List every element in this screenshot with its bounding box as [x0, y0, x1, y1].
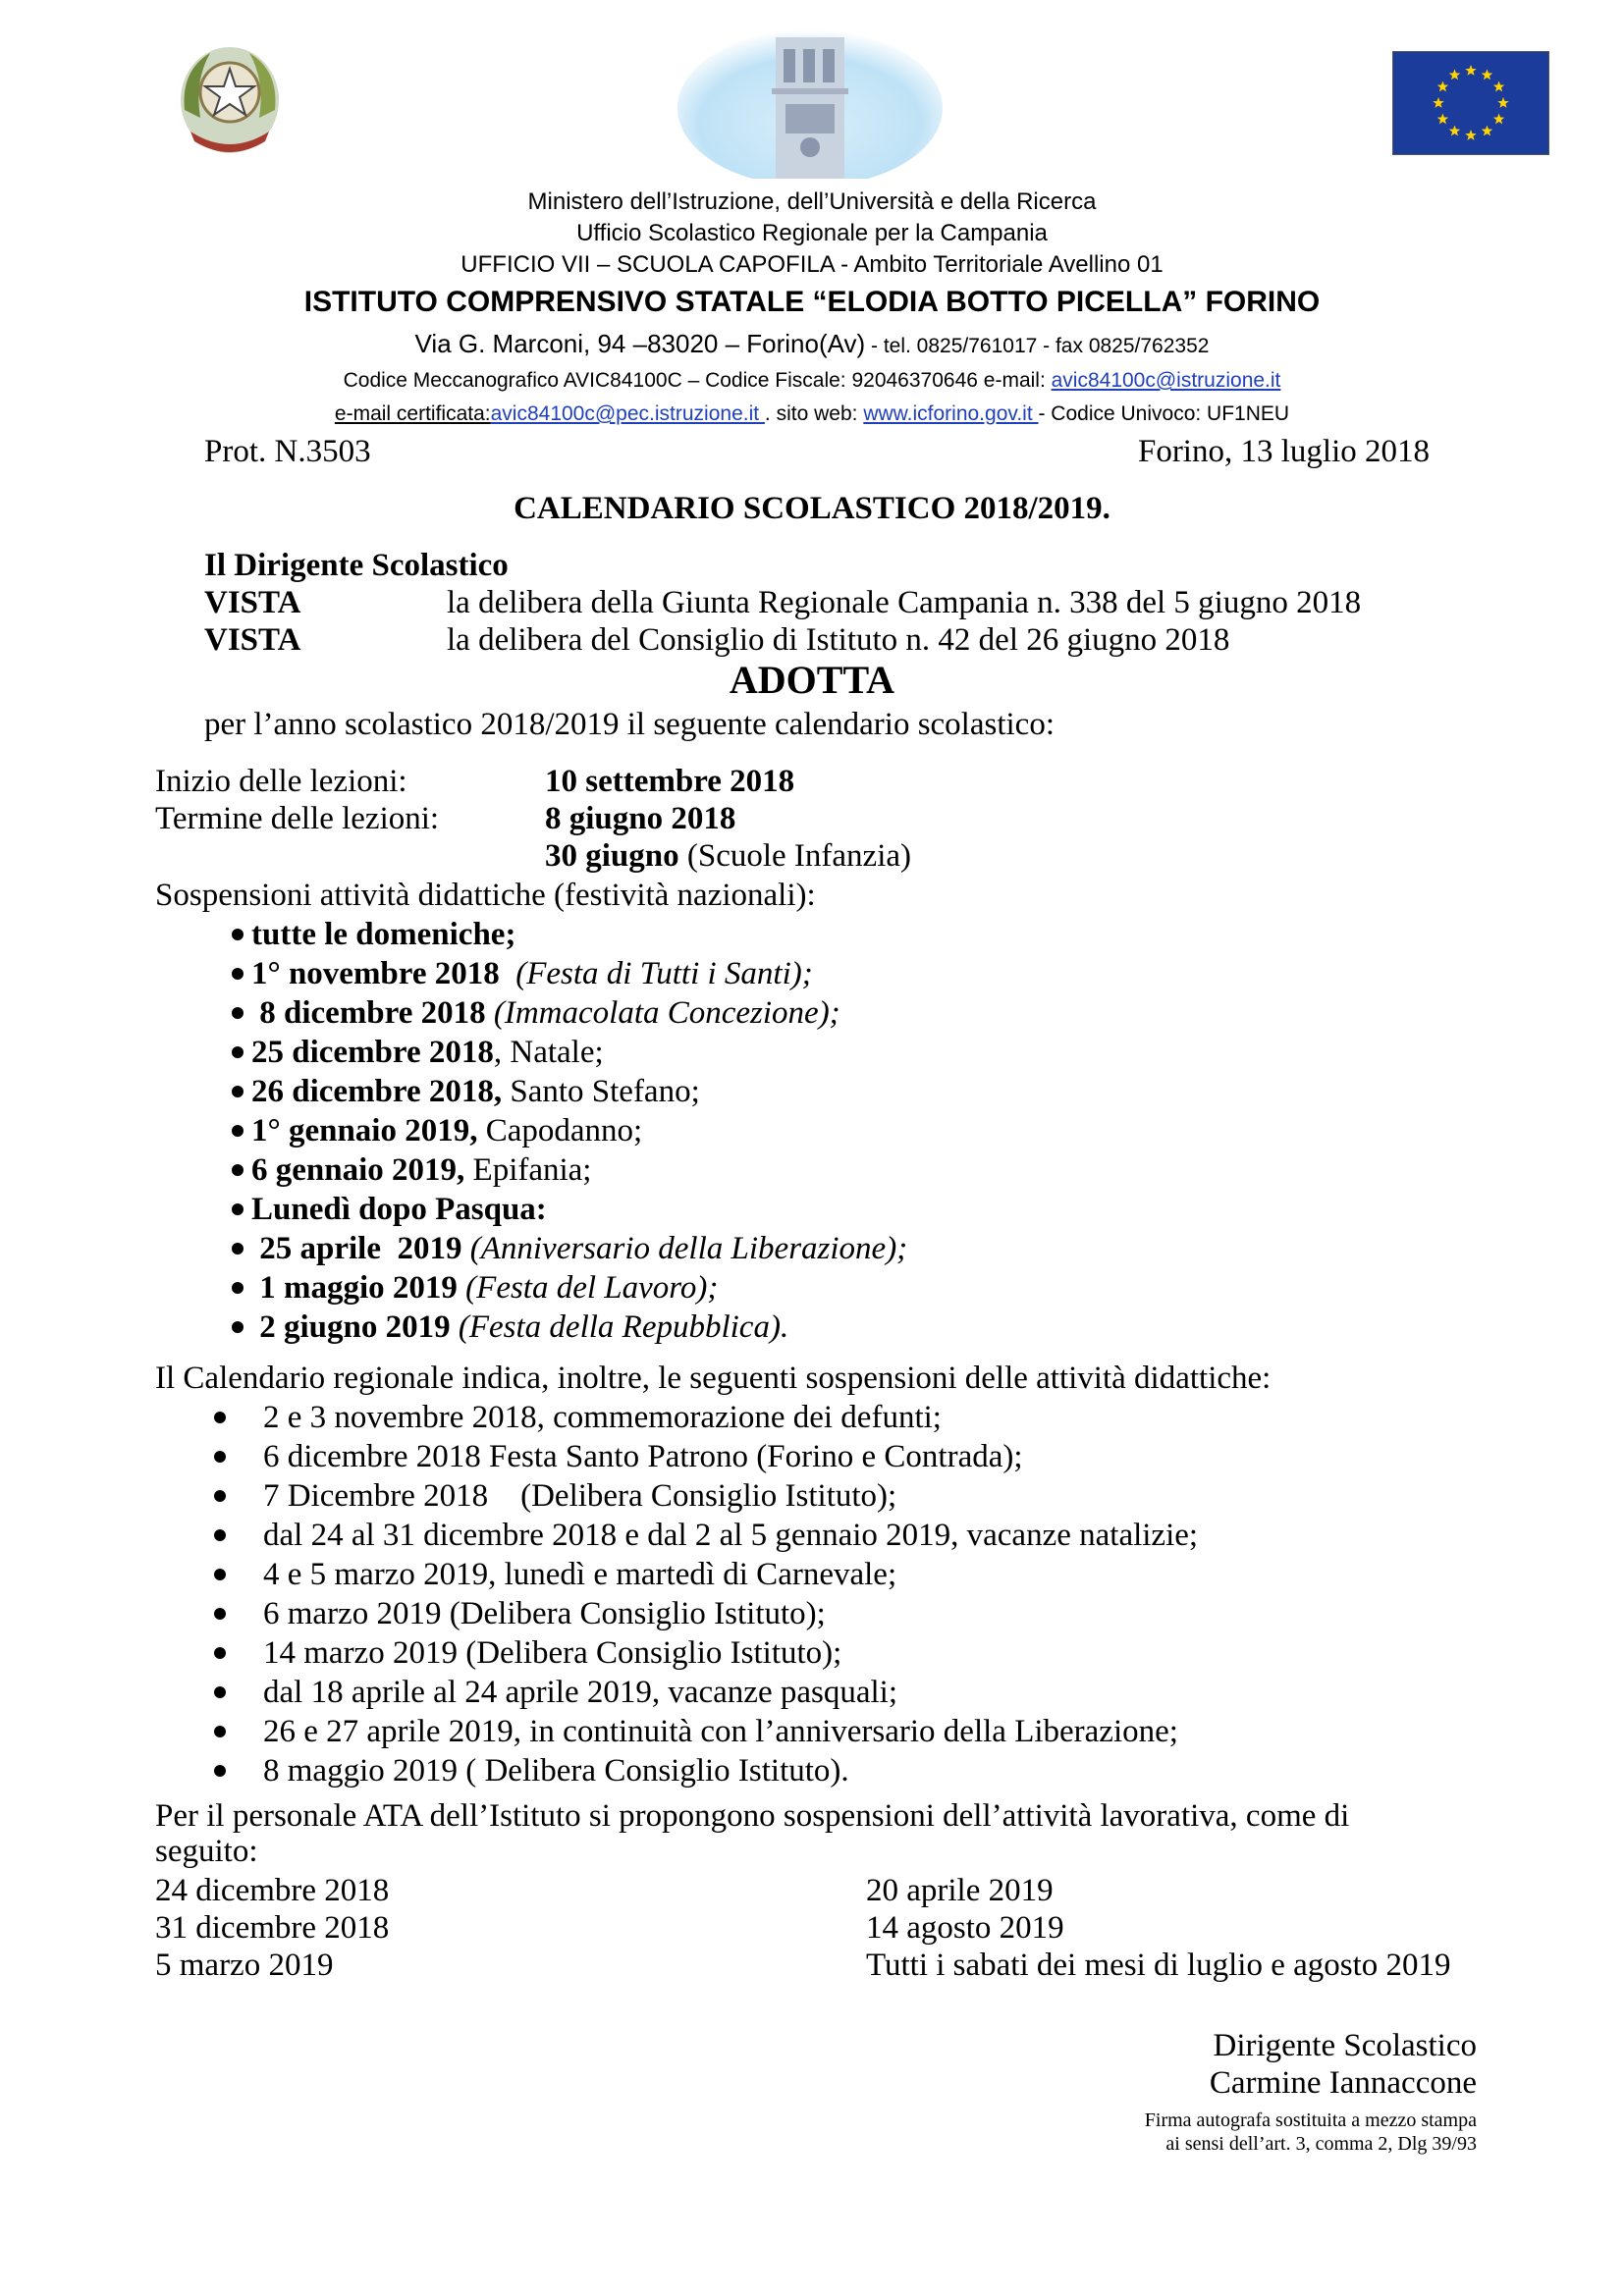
bullet-icon [232, 1046, 244, 1058]
protocol-number: Prot. N.3503 [204, 434, 371, 469]
bullet-icon [232, 1164, 244, 1176]
holiday-description: (Festa di Tutti i Santi); [499, 956, 813, 991]
holiday-date: 25 aprile 2019 [251, 1231, 462, 1266]
european-union-flag [1392, 51, 1549, 155]
pec-label: e-mail certificata: [334, 402, 491, 425]
suspension-text: 8 maggio 2019 ( Delibera Consiglio Istituto). [263, 1753, 849, 1789]
holiday-date: 1° gennaio 2019, [251, 1113, 478, 1148]
signature-role: Dirigente Scolastico [1213, 2028, 1477, 2063]
ata-date: 24 dicembre 2018 [155, 1873, 390, 1908]
bullet-icon [214, 1412, 226, 1423]
ata-date: 31 dicembre 2018 [155, 1910, 390, 1946]
holiday-description: (Anniversario della Liberazione); [461, 1231, 908, 1266]
suspension-text: 6 dicembre 2018 Festa Santo Patrono (Forino e Contrada); [263, 1439, 1023, 1474]
infanzia-note: (Scuole Infanzia) [678, 838, 912, 874]
school-codes: Codice Meccanografico AVIC84100C – Codice Fiscale: 92046370646 e-mail: [343, 369, 1052, 392]
regional-heading: Il Calendario regionale indica, inoltre, le seguenti sospensioni delle attività didattiche: [155, 1361, 1272, 1396]
vista-row [204, 583, 300, 622]
italian-republic-emblem [175, 41, 285, 157]
holiday-date: 1° novembre 2018 [251, 956, 500, 991]
holiday-description: Capodanno; [477, 1113, 643, 1148]
ata-text-line2: seguito: [155, 1834, 258, 1869]
infanzia-date: 30 giugno [545, 838, 679, 874]
holiday-description: (Festa del Lavoro); [457, 1270, 719, 1306]
ata-date: 14 agosto 2019 [866, 1910, 1064, 1946]
suspension-text: dal 18 aprile al 24 aprile 2019, vacanze pasquali; [263, 1675, 897, 1710]
holiday-description: Epifania; [464, 1152, 592, 1188]
ata-date: 20 aprile 2019 [866, 1873, 1054, 1908]
signature-note [1145, 2109, 1477, 2156]
bullet-icon [232, 1203, 244, 1215]
bullet-icon [214, 1569, 226, 1580]
suspension-text: 2 e 3 novembre 2018, commemorazione dei defunti; [263, 1400, 942, 1435]
vista-text: la delibera del Consiglio di Istituto n. 42 del 26 giugno 2018 [447, 622, 1230, 658]
suspension-text: 7 Dicembre 2018 (Delibera Consiglio Istituto); [263, 1478, 897, 1514]
holiday-date: 1 maggio 2019 [251, 1270, 458, 1306]
ministry-line: Ministero dell’Istruzione, dell’Università e della Ricerca [527, 188, 1097, 215]
ata-date: 5 marzo 2019 [155, 1948, 334, 1983]
vista-text: la delibera della Giunta Regionale Campania n. 338 del 5 giugno 2018 [447, 585, 1362, 620]
school-phone-fax: - tel. 0825/761017 - fax 0825/762352 [865, 335, 1210, 357]
ata-text-line1: Per il personale ATA dell’Istituto si propongono sospensioni dell’attività lavorativa, come di [155, 1798, 1350, 1834]
document-title: CALENDARIO SCOLASTICO 2018/2019. [514, 491, 1110, 526]
holiday-date: 26 dicembre 2018, [251, 1074, 503, 1109]
regional-office-line: Ufficio Scolastico Regionale per la Campania [576, 220, 1048, 246]
holiday-date: 6 gennaio 2019, [251, 1152, 465, 1188]
signature-name: Carmine Iannaccone [1209, 2065, 1477, 2101]
email-link[interactable]: avic84100c@istruzione.it [1051, 369, 1281, 392]
vista-label: VISTA [204, 585, 301, 620]
suspension-text: 6 marzo 2019 (Delibera Consiglio Istituto); [263, 1596, 826, 1631]
bullet-icon [232, 968, 244, 980]
holiday-date: 25 dicembre 2018 [251, 1035, 494, 1070]
ata-right-column [866, 1871, 1451, 1983]
office-vii-line: UFFICIO VII – SCUOLA CAPOFILA - Ambito Territoriale Avellino 01 [460, 251, 1164, 278]
bullet-icon [214, 1529, 226, 1541]
bullet-icon [232, 1007, 244, 1019]
ata-date: Tutti i sabati dei mesi di luglio e agosto 2019 [866, 1948, 1451, 1983]
bullet-icon [214, 1490, 226, 1502]
bullet-icon [214, 1765, 226, 1777]
lessons-end-label: Termine delle lezioni: [155, 801, 440, 836]
vista-label: VISTA [204, 622, 301, 658]
holiday-description: (Immacolata Concezione); [485, 995, 840, 1031]
holiday-description: Santo Stefano; [502, 1074, 700, 1109]
holiday-date: tutte le domeniche; [251, 917, 516, 952]
holiday-date: 2 giugno 2019 [251, 1309, 451, 1345]
school-name: ISTITUTO COMPRENSIVO STATALE “ELODIA BOTTO PICELLA” FORINO [303, 286, 1321, 318]
lessons-end-infanzia [545, 836, 911, 876]
lessons-start-value: 10 settembre 2018 [545, 764, 795, 799]
bullet-icon [232, 929, 244, 940]
lessons-start-label: Inizio delle lezioni: [155, 764, 407, 799]
holiday-description: (Festa della Repubblica). [450, 1309, 789, 1345]
ata-left-column [155, 1871, 389, 1983]
holiday-date: Lunedì dopo Pasqua: [251, 1192, 547, 1227]
holiday-description: , Natale; [493, 1035, 604, 1070]
lessons-end-value: 8 giugno 2018 [545, 801, 736, 836]
holiday-date: 8 dicembre 2018 [251, 995, 486, 1031]
vista-row [204, 620, 300, 660]
school-address: Via G. Marconi, 94 –83020 – Forino(Av) [414, 329, 866, 358]
suspension-text: 26 e 27 aprile 2019, in continuità con l’anniversario della Liberazione; [263, 1714, 1178, 1749]
site-label: . sito web: [764, 402, 864, 425]
suspension-text: dal 24 al 31 dicembre 2018 e dal 2 al 5 gennaio 2019, vacanze natalizie; [263, 1518, 1199, 1553]
place-date: Forino, 13 luglio 2018 [1137, 434, 1430, 469]
bullet-icon [232, 1125, 244, 1137]
suspension-text: 4 e 5 marzo 2019, lunedì e martedì di Carnevale; [263, 1557, 897, 1592]
bell-tower-image [677, 29, 943, 179]
bullet-icon [232, 1321, 244, 1333]
bullet-icon [214, 1451, 226, 1463]
bullet-icon [214, 1647, 226, 1659]
signature-note-line: Firma autografa sostituita a mezzo stampa [1144, 2109, 1477, 2131]
bullet-icon [214, 1686, 226, 1698]
bullet-icon [214, 1726, 226, 1737]
pec-link[interactable]: avic84100c@pec.istruzione.it [490, 402, 765, 425]
dirigente-heading: Il Dirigente Scolastico [204, 548, 509, 583]
bullet-icon [232, 1243, 244, 1255]
bullet-icon [232, 1086, 244, 1097]
website-link[interactable]: www.icforino.gov.it [863, 402, 1039, 425]
suspension-text: 14 marzo 2019 (Delibera Consiglio Istituto); [263, 1635, 842, 1671]
bullet-icon [214, 1608, 226, 1620]
univoco-code: - Codice Univoco: UF1NEU [1038, 402, 1290, 425]
bullet-icon [232, 1282, 244, 1294]
signature-note-line: ai sensi dell’art. 3, comma 2, Dlg 39/93 [1165, 2133, 1477, 2155]
national-holidays-heading: Sospensioni attività didattiche (festività nazionali): [155, 878, 816, 913]
adotta-heading: ADOTTA [729, 658, 895, 702]
intro-text: per l’anno scolastico 2018/2019 il seguente calendario scolastico: [204, 707, 1055, 742]
